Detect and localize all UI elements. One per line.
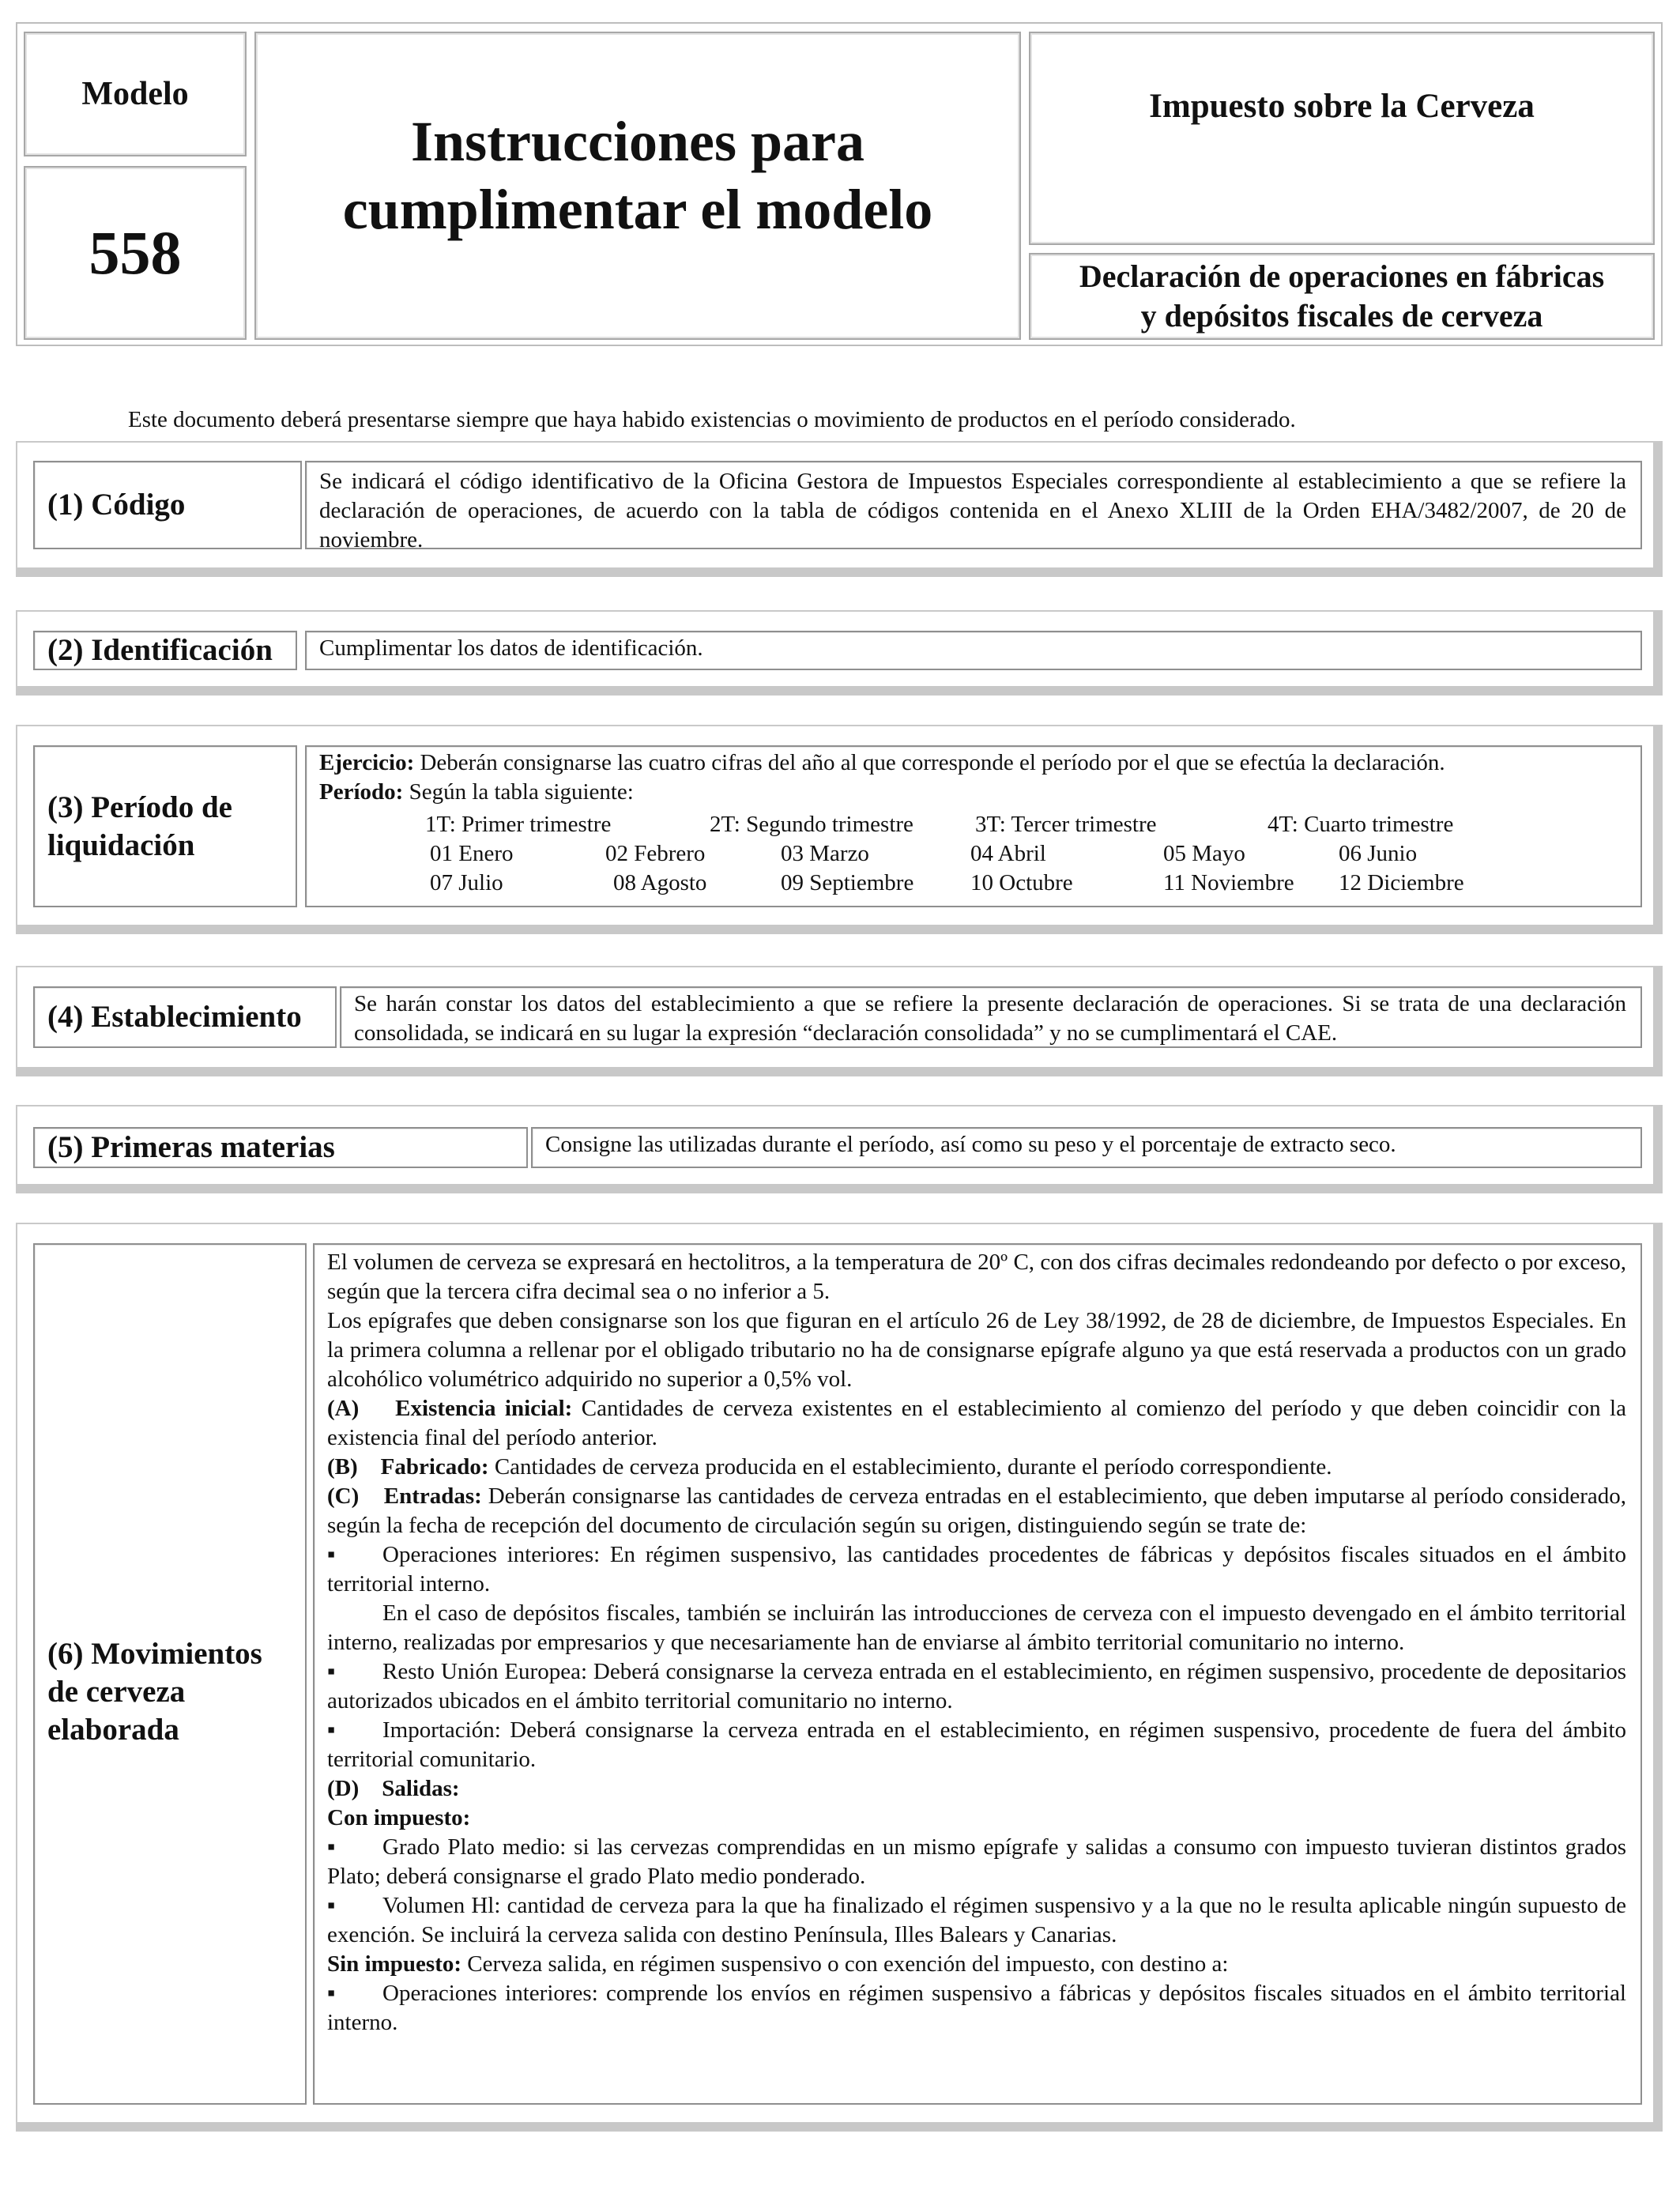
quarter-3: 3T: Tercer trimestre bbox=[975, 812, 1157, 837]
quarter-2: 2T: Segundo trimestre bbox=[710, 812, 913, 837]
periodo-label-line1: (3) Período de bbox=[47, 790, 232, 824]
periods-table bbox=[425, 810, 1453, 839]
bullet-icon: ▪ bbox=[327, 1717, 336, 1743]
sin-impuesto-label: Sin impuesto: bbox=[327, 1951, 462, 1977]
intro-text: Este documento deberá presentarse siempre que haya habido existencias o movimiento de productos en el período considerado. bbox=[128, 407, 1296, 432]
ejercicio-text: Deberán consignarse las cuatro cifras del año al que corresponde el período por el que se efectúa la declaración. bbox=[414, 750, 1445, 775]
bullet-icon: ▪ bbox=[327, 1659, 336, 1684]
quarters-row bbox=[425, 810, 1453, 839]
c1-text: Operaciones interiores: En régimen suspensivo, las cantidades procedentes de fábricas y depósitos fiscales situados en el ámbito territorial interno. bbox=[327, 1542, 1626, 1596]
month-08: 08 Agosto bbox=[613, 870, 707, 895]
p-volumen: El volumen de cerveza se expresará en hectolitros, a la temperatura de 20º C, con dos cifras decimales redondeando por defecto o por exceso, según que la tercera cifra decimal sea o no inferior a 5. bbox=[327, 1250, 1626, 1304]
quarter-1: 1T: Primer trimestre bbox=[425, 812, 612, 837]
establecimiento-label: (4) Establecimiento bbox=[47, 1000, 302, 1034]
month-05: 05 Mayo bbox=[1163, 841, 1245, 866]
page-title-line2: cumplimentar el modelo bbox=[342, 178, 933, 241]
d2-text: Volumen Hl: cantidad de cerveza para la que ha finalizado el régimen suspensivo y a la que no le resulta aplicable ningún supuesto de exención. Se incluirá la cerveza salida con destino Península, Illes Balears y Canarias. bbox=[327, 1893, 1626, 1947]
month-09: 09 Septiembre bbox=[781, 870, 914, 895]
bullet-importacion bbox=[327, 1716, 1626, 1774]
item-b bbox=[327, 1453, 1626, 1482]
month-06: 06 Junio bbox=[1339, 841, 1418, 866]
months-table bbox=[430, 839, 1464, 898]
bullet-icon: ▪ bbox=[327, 1981, 336, 2006]
bullet-grado-plato bbox=[327, 1833, 1626, 1891]
months-row-2 bbox=[430, 869, 1464, 898]
modelo-label-box bbox=[24, 32, 247, 156]
identificacion-label: (2) Identificación bbox=[47, 633, 273, 667]
sin-impuesto-text: Cerveza salida, en régimen suspensivo o con exención del impuesto, con destino a: bbox=[461, 1951, 1229, 1977]
periodo-label-line2: liquidación bbox=[47, 827, 195, 862]
modelo-label: Modelo bbox=[81, 76, 189, 112]
item-b-label: (B) Fabricado: bbox=[327, 1454, 489, 1480]
section-codigo-label bbox=[33, 461, 302, 549]
item-a bbox=[327, 1394, 1626, 1453]
month-04: 04 Abril bbox=[970, 841, 1046, 866]
establecimiento-text: Se harán constar los datos del establecimiento a que se refiere la presente declaración de operaciones. Si se trata de una declaración consolidada, se indicará en su lugar la expresión “declaración consolidada” y no se cumplimentará el CAE. bbox=[340, 986, 1642, 1048]
bullet-operaciones-interiores-salida bbox=[327, 1979, 1626, 2038]
item-b-text: Cantidades de cerveza producida en el establecimiento, durante el período correspondiente. bbox=[488, 1454, 1332, 1480]
codigo-label: (1) Código bbox=[47, 488, 186, 522]
movimientos-content bbox=[313, 1243, 1642, 2105]
item-a-text: Cantidades de cerveza existentes en el establecimiento al comienzo del período y que deben coincidir con la existencia final del período anterior. bbox=[327, 1396, 1626, 1450]
month-12: 12 Diciembre bbox=[1339, 870, 1464, 895]
section-identificacion-label bbox=[33, 631, 297, 670]
month-03: 03 Marzo bbox=[781, 841, 869, 866]
ejercicio-label: Ejercicio: bbox=[319, 750, 415, 775]
periodo-content bbox=[305, 745, 1642, 907]
tax-name-box bbox=[1029, 32, 1655, 245]
c2-text: Resto Unión Europea: Deberá consignarse la cerveza entrada en el establecimiento, en régimen suspensivo, procedente de depositarios autorizados ubicados en el ámbito territorial comunitario no interno. bbox=[327, 1659, 1626, 1713]
page-title-line1: Instrucciones para bbox=[411, 110, 864, 173]
identificacion-text: Cumplimentar los datos de identificación. bbox=[305, 631, 1642, 670]
tax-name: Impuesto sobre la Cerveza bbox=[1149, 87, 1535, 125]
subtitle-line2: y depósitos fiscales de cerveza bbox=[1140, 298, 1543, 334]
sin-impuesto-line bbox=[327, 1950, 1626, 1979]
periodo-text: Según la tabla siguiente: bbox=[403, 779, 634, 805]
modelo-number-box bbox=[24, 166, 247, 340]
month-10: 10 Octubre bbox=[970, 870, 1073, 895]
bullet-icon: ▪ bbox=[327, 1893, 336, 1918]
bullet-icon: ▪ bbox=[327, 1542, 336, 1567]
periodo-line bbox=[319, 778, 1628, 807]
month-02: 02 Febrero bbox=[605, 841, 706, 866]
ejercicio-line bbox=[319, 748, 1628, 778]
con-impuesto-label: Con impuesto: bbox=[327, 1805, 471, 1830]
item-c-text: Deberán consignarse las cantidades de cerveza entradas en el establecimiento, que deben imputarse al período considerado, según la fecha de recepción del documento de circulación según su origen, distinguiendo según se trate de: bbox=[327, 1483, 1626, 1538]
title-box bbox=[254, 32, 1021, 340]
quarter-4: 4T: Cuarto trimestre bbox=[1268, 812, 1454, 837]
d1-text: Grado Plato medio: si las cervezas comprendidas en un mismo epígrafe y salidas a consumo con impuesto tuvieran distintos grados Plato; deberá consignarse el grado Plato medio ponderado. bbox=[327, 1834, 1626, 1889]
modelo-number: 558 bbox=[89, 218, 182, 287]
bullet-resto-ue bbox=[327, 1657, 1626, 1716]
movimientos-label-line1: (6) Movimientos bbox=[47, 1637, 262, 1671]
primeras-materias-text: Consigne las utilizadas durante el período, así como su peso y el porcentaje de extracto seco. bbox=[531, 1127, 1642, 1168]
subtitle-line1: Declaración de operaciones en fábricas bbox=[1079, 258, 1605, 294]
month-11: 11 Noviembre bbox=[1163, 870, 1294, 895]
movimientos-label-line2: de cerveza bbox=[47, 1675, 186, 1709]
codigo-text: Se indicará el código identificativo de la Oficina Gestora de Impuestos Especiales correspondiente al establecimiento a que se refiere la declaración de operaciones, de acuerdo con la tabla de códigos contenida en el Anexo XLIII de la Orden EHA/3482/2007, de 20 de noviembre. bbox=[305, 461, 1642, 549]
primeras-materias-label: (5) Primeras materias bbox=[47, 1130, 335, 1164]
item-c-label: (C) Entradas: bbox=[327, 1483, 482, 1509]
section-primeras-materias-label bbox=[33, 1127, 528, 1168]
bullet-volumen-hl bbox=[327, 1891, 1626, 1950]
p-depositos-fiscales: En el caso de depósitos fiscales, también se incluirán las introducciones de cerveza con el impuesto devengado en el ámbito territorial interno, realizadas por empresarios y que necesariamente han de enviarse al ámbito territorial comunitario no interno. bbox=[327, 1600, 1626, 1655]
p-epigrafes: Los epígrafes que deben consignarse son los que figuran en el artículo 26 de Ley 38/1992, de 28 de diciembre, de Impuestos Especiales. En la primera columna a rellenar por el obligado tributario no ha de consignarse epígrafe alguno ya que está reservada a productos con un grado alcohólico volumétrico adquirido no superior a 0,5% vol. bbox=[327, 1308, 1626, 1392]
section-periodo-label bbox=[33, 745, 297, 907]
periodo-label: Período: bbox=[319, 779, 404, 805]
month-01: 01 Enero bbox=[430, 841, 514, 866]
item-c bbox=[327, 1482, 1626, 1540]
month-07: 07 Julio bbox=[430, 870, 503, 895]
d3-text: Operaciones interiores: comprende los envíos en régimen suspensivo a fábricas y depósitos fiscales situados en el ámbito territorial interno. bbox=[327, 1981, 1626, 2035]
bullet-icon: ▪ bbox=[327, 1834, 336, 1860]
c3-text: Importación: Deberá consignarse la cerveza entrada en el establecimiento, en régimen suspensivo, procedente de fuera del ámbito territorial comunitario. bbox=[327, 1717, 1626, 1772]
movimientos-label-line3: elaborada bbox=[47, 1713, 179, 1747]
bullet-operaciones-interiores bbox=[327, 1540, 1626, 1599]
item-d-label: (D) Salidas: bbox=[327, 1776, 460, 1801]
item-a-label: (A) Existencia inicial: bbox=[327, 1396, 573, 1421]
section-establecimiento-label bbox=[33, 986, 337, 1048]
months-row-1 bbox=[430, 839, 1464, 869]
section-movimientos-label bbox=[33, 1243, 307, 2105]
subtitle-box bbox=[1029, 253, 1655, 340]
